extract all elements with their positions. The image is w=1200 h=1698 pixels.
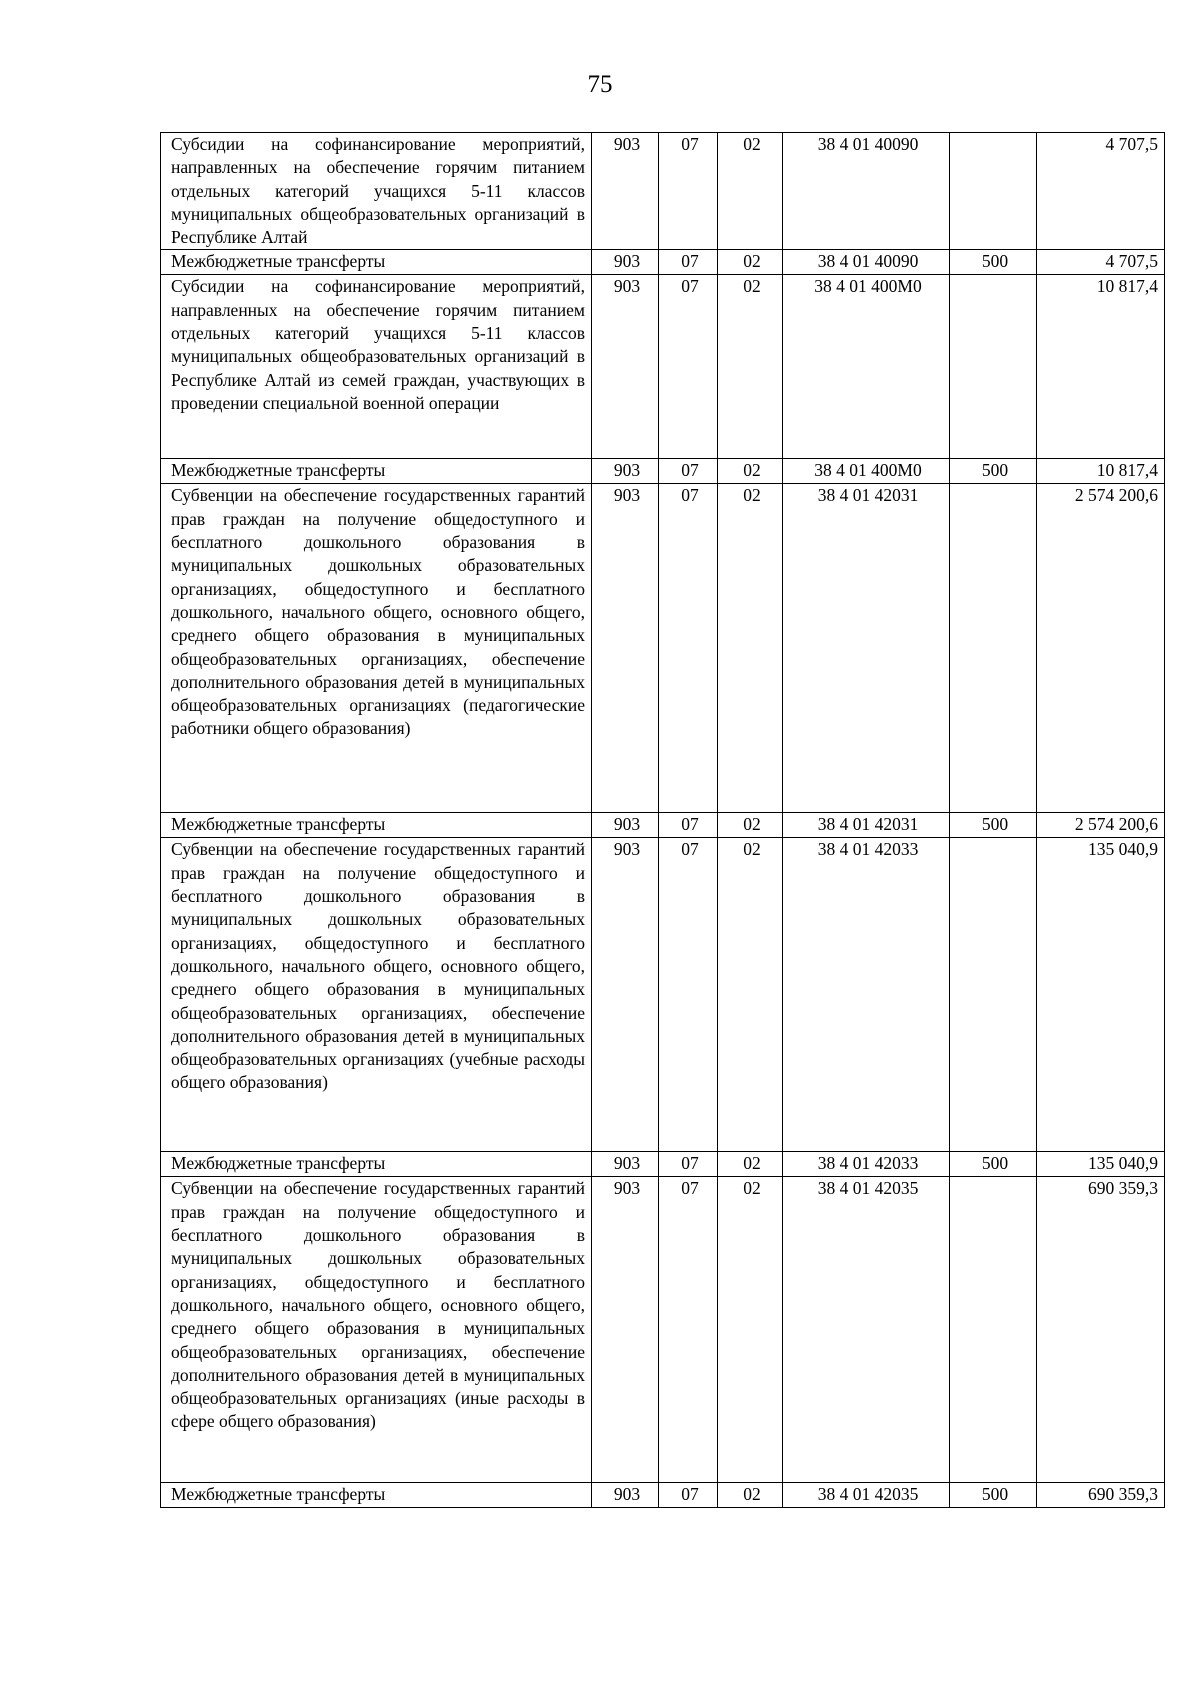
pr-code-cell: 02 <box>718 1483 783 1508</box>
table-row <box>161 1483 1165 1508</box>
csr-code-cell: 38 4 01 42033 <box>783 1152 950 1177</box>
pr-code-cell: 02 <box>718 484 783 813</box>
csr-code-cell: 38 4 01 400M0 <box>783 459 950 484</box>
sum-cell: 10 817,4 <box>1037 459 1165 484</box>
gr-code-cell: 903 <box>592 1483 659 1508</box>
gr-code-cell: 903 <box>592 133 659 250</box>
table-row <box>161 484 1165 813</box>
rz-code-cell: 07 <box>659 250 718 275</box>
vr-code-cell <box>950 838 1037 1152</box>
expense-name-cell: Субвенции на обеспечение государственных гарантий прав граждан на получение общедоступного и бесплатного дошкольного образования в муниципальных дошкольных образовательных организациях, общедоступного и бесплатного дошкольного, начального общего, основного общего, среднего общего образования в муниципальных общеобразовательных организациях, обеспечение дополнительного образования детей в муниципальных общеобразовательных организациях (учебные расходы общего образования) <box>161 838 592 1152</box>
gr-code-cell: 903 <box>592 838 659 1152</box>
sum-cell: 135 040,9 <box>1037 838 1165 1152</box>
vr-code-cell: 500 <box>950 1483 1037 1508</box>
rz-code-cell: 07 <box>659 484 718 813</box>
pr-code-cell: 02 <box>718 838 783 1152</box>
expense-name-cell: Межбюджетные трансферты <box>161 459 592 484</box>
expense-name-cell: Межбюджетные трансферты <box>161 1152 592 1177</box>
expense-name-cell: Межбюджетные трансферты <box>161 813 592 838</box>
vr-code-cell: 500 <box>950 250 1037 275</box>
sum-cell: 2 574 200,6 <box>1037 484 1165 813</box>
rz-code-cell: 07 <box>659 813 718 838</box>
sum-cell: 10 817,4 <box>1037 275 1165 459</box>
rz-code-cell: 07 <box>659 275 718 459</box>
vr-code-cell <box>950 133 1037 250</box>
expense-name-cell: Субсидии на софинансирование мероприятий, направленных на обеспечение горячим питанием отдельных категорий учащихся 5-11 классов муниципальных общеобразовательных организаций в Республике Алтай из семей граждан, участвующих в проведении специальной военной операции <box>161 275 592 459</box>
pr-code-cell: 02 <box>718 813 783 838</box>
page-number: 75 <box>587 71 613 98</box>
csr-code-cell: 38 4 01 40090 <box>783 133 950 250</box>
sum-cell: 4 707,5 <box>1037 250 1165 275</box>
sum-cell: 4 707,5 <box>1037 133 1165 250</box>
rz-code-cell: 07 <box>659 133 718 250</box>
pr-code-cell: 02 <box>718 1177 783 1483</box>
budget-table <box>160 132 1165 1508</box>
sum-cell: 690 359,3 <box>1037 1483 1165 1508</box>
rz-code-cell: 07 <box>659 459 718 484</box>
table-row <box>161 250 1165 275</box>
table-row <box>161 813 1165 838</box>
pr-code-cell: 02 <box>718 250 783 275</box>
vr-code-cell <box>950 275 1037 459</box>
csr-code-cell: 38 4 01 42035 <box>783 1177 950 1483</box>
vr-code-cell <box>950 484 1037 813</box>
expense-name-cell: Субсидии на софинансирование мероприятий, направленных на обеспечение горячим питанием отдельных категорий учащихся 5-11 классов муниципальных общеобразовательных организаций в Республике Алтай <box>161 133 592 250</box>
gr-code-cell: 903 <box>592 484 659 813</box>
expense-name-cell: Субвенции на обеспечение государственных гарантий прав граждан на получение общедоступного и бесплатного дошкольного образования в муниципальных дошкольных образовательных организациях, общедоступного и бесплатного дошкольного, начального общего, основного общего, среднего общего образования в муниципальных общеобразовательных организациях, обеспечение дополнительного образования детей в муниципальных общеобразовательных организациях (педагогические работники общего образования) <box>161 484 592 813</box>
table-row <box>161 275 1165 459</box>
pr-code-cell: 02 <box>718 459 783 484</box>
rz-code-cell: 07 <box>659 1483 718 1508</box>
table-row <box>161 459 1165 484</box>
expense-name-cell: Субвенции на обеспечение государственных гарантий прав граждан на получение общедоступного и бесплатного дошкольного образования в муниципальных дошкольных образовательных организациях, общедоступного и бесплатного дошкольного, начального общего, основного общего, среднего общего образования в муниципальных общеобразовательных организациях, обеспечение дополнительного образования детей в муниципальных общеобразовательных организациях (иные расходы в сфере общего образования) <box>161 1177 592 1483</box>
gr-code-cell: 903 <box>592 1177 659 1483</box>
gr-code-cell: 903 <box>592 813 659 838</box>
table-row <box>161 1177 1165 1483</box>
csr-code-cell: 38 4 01 42035 <box>783 1483 950 1508</box>
pr-code-cell: 02 <box>718 133 783 250</box>
gr-code-cell: 903 <box>592 459 659 484</box>
vr-code-cell: 500 <box>950 459 1037 484</box>
pr-code-cell: 02 <box>718 1152 783 1177</box>
csr-code-cell: 38 4 01 42031 <box>783 813 950 838</box>
csr-code-cell: 38 4 01 40090 <box>783 250 950 275</box>
rz-code-cell: 07 <box>659 838 718 1152</box>
csr-code-cell: 38 4 01 400M0 <box>783 275 950 459</box>
gr-code-cell: 903 <box>592 275 659 459</box>
sum-cell: 2 574 200,6 <box>1037 813 1165 838</box>
table-row <box>161 1152 1165 1177</box>
gr-code-cell: 903 <box>592 1152 659 1177</box>
table-row <box>161 133 1165 250</box>
expense-name-cell: Межбюджетные трансферты <box>161 1483 592 1508</box>
gr-code-cell: 903 <box>592 250 659 275</box>
vr-code-cell: 500 <box>950 1152 1037 1177</box>
vr-code-cell: 500 <box>950 813 1037 838</box>
table-row <box>161 838 1165 1152</box>
rz-code-cell: 07 <box>659 1177 718 1483</box>
rz-code-cell: 07 <box>659 1152 718 1177</box>
csr-code-cell: 38 4 01 42033 <box>783 838 950 1152</box>
expense-name-cell: Межбюджетные трансферты <box>161 250 592 275</box>
vr-code-cell <box>950 1177 1037 1483</box>
sum-cell: 690 359,3 <box>1037 1177 1165 1483</box>
pr-code-cell: 02 <box>718 275 783 459</box>
sum-cell: 135 040,9 <box>1037 1152 1165 1177</box>
csr-code-cell: 38 4 01 42031 <box>783 484 950 813</box>
